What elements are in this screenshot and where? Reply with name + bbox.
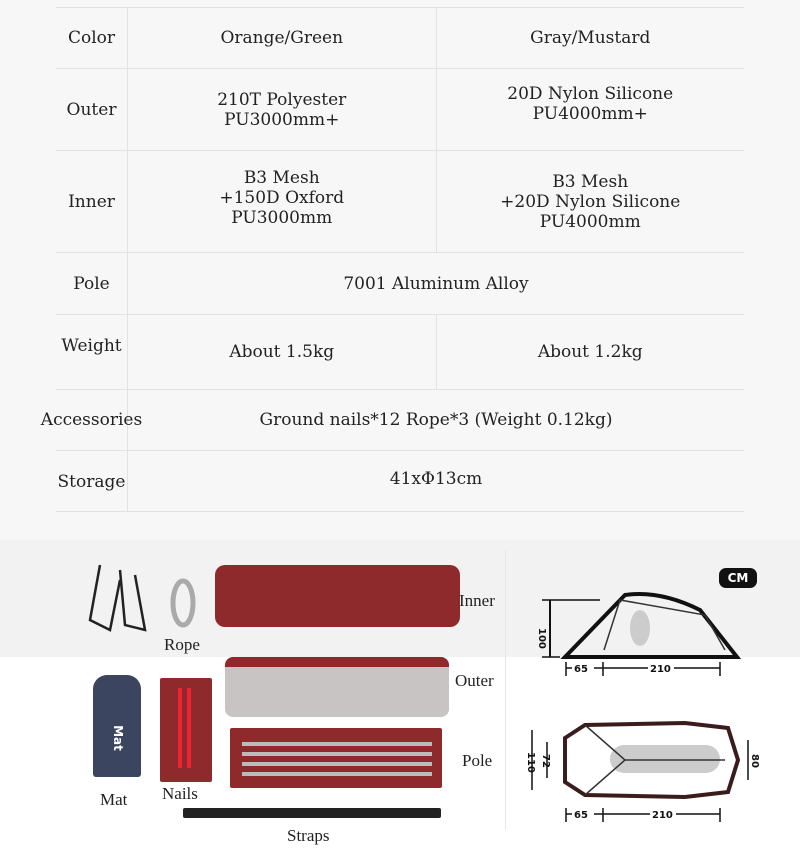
label-rope: Rope xyxy=(164,635,200,654)
nails-bag-image xyxy=(160,678,212,782)
side-length-label: 210 xyxy=(650,664,671,675)
row-label: Pole xyxy=(56,253,128,314)
label-straps: Straps xyxy=(287,826,330,845)
unit-badge: CM xyxy=(719,568,757,588)
label-outer: Outer xyxy=(455,671,494,690)
cell: B3 Mesh +20D Nylon Silicone PU4000mm xyxy=(436,151,745,252)
cell: 41xΦ13cm xyxy=(389,469,483,489)
top-front-label: 65 xyxy=(574,810,588,821)
cell: About 1.2kg xyxy=(436,315,745,389)
inner-bag-image xyxy=(215,565,460,627)
top-length-label: 210 xyxy=(652,810,673,821)
row-label: Weight xyxy=(56,315,128,389)
table-row xyxy=(56,150,744,252)
row-label: Inner xyxy=(56,151,128,252)
table-row xyxy=(56,7,744,68)
cell: Orange/Green xyxy=(220,28,344,48)
top-width-outer-label: 110 xyxy=(525,752,536,773)
label-mat: Mat xyxy=(100,790,128,809)
pole-bag-image xyxy=(230,728,442,788)
divider xyxy=(505,550,506,830)
cell: About 1.5kg xyxy=(229,342,335,362)
top-width-back-label: 80 xyxy=(749,754,760,768)
tent-dimension-diagram xyxy=(520,580,800,840)
cell: Gray/Mustard xyxy=(436,8,745,68)
cell: 210T Polyester PU3000mm+ xyxy=(217,89,347,130)
label-inner: Inner xyxy=(459,591,495,610)
cell: 7001 Aluminum Alloy xyxy=(343,273,529,294)
table-row xyxy=(40,389,744,450)
table-row xyxy=(56,450,744,512)
spec-table xyxy=(40,7,744,512)
row-label: Accessories xyxy=(56,390,128,450)
top-width-inner-label: 72 xyxy=(540,754,551,768)
components-section xyxy=(0,540,800,862)
table-row xyxy=(56,314,744,389)
row-label: Storage xyxy=(56,451,128,511)
cell: Ground nails*12 Rope*3 (Weight 0.12kg) xyxy=(259,410,613,430)
rope-image xyxy=(168,578,198,628)
row-label: Outer xyxy=(56,69,128,150)
side-front-label: 65 xyxy=(574,664,588,675)
mat-bag-text: Mat xyxy=(110,725,125,751)
cell: 20D Nylon Silicone PU4000mm+ xyxy=(436,69,745,150)
label-nails: Nails xyxy=(162,784,198,803)
strap-image xyxy=(183,808,441,818)
row-label: Color xyxy=(56,8,128,68)
mat-bag-image xyxy=(93,675,141,777)
side-height-label: 100 xyxy=(536,628,547,649)
table-row xyxy=(56,68,744,150)
buckles-image xyxy=(80,560,160,640)
outer-bag-image xyxy=(225,657,449,717)
table-row xyxy=(56,252,744,314)
label-pole: Pole xyxy=(462,751,493,770)
cell: B3 Mesh +150D Oxford PU3000mm xyxy=(219,167,345,228)
